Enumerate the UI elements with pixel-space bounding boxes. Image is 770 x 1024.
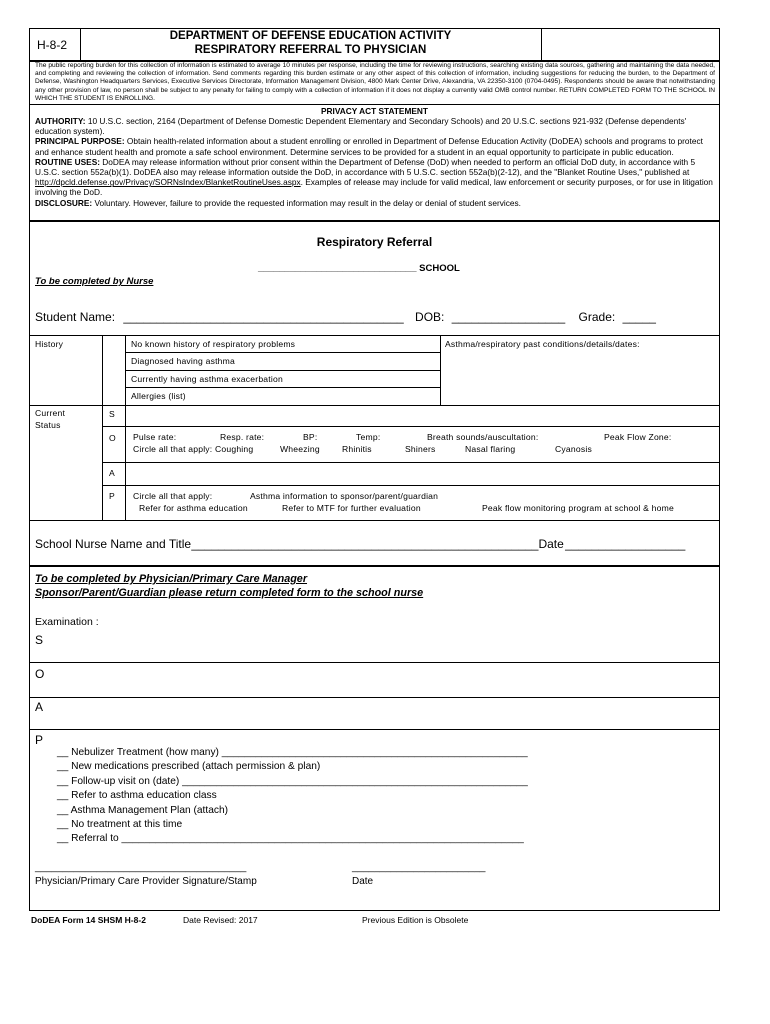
status-p-label: P (109, 491, 115, 501)
authority-text: 10 U.S.C. section, 2164 (Department of Defense Domestic Dependent Elementary and Secondary Schools) and 20 U.S.C. sections 921-932 (Defense dependents' education system). (35, 116, 687, 137)
student-name-field[interactable]: __________________________________________ (123, 310, 404, 324)
purpose-label: PRINCIPAL PURPOSE: (35, 136, 125, 147)
nurse-name-label: School Nurse Name and Title (35, 537, 192, 551)
peak-flow-zone: Peak Flow Zone: (604, 432, 672, 442)
s-bottom (102, 426, 720, 427)
examination-label: Examination : (35, 616, 99, 628)
plan-follow-up[interactable]: __ Follow-up visit on (date) _____________________________________________________________ (57, 775, 528, 787)
exam-a-label: A (35, 700, 44, 714)
routine-label: ROUTINE USES: (35, 156, 100, 167)
disclosure-label: DISCLOSURE: (35, 197, 93, 208)
routine-text-cont: . Examples of release may include for valid medical, law enforcement or security purposes, or for use in litigation involving the DoD. (35, 177, 713, 198)
physician-signature-label: Physician/Primary Care Provider Signature/Stamp (35, 876, 257, 887)
grid-col1 (102, 335, 103, 520)
status-a-label: A (109, 468, 115, 478)
history-item-3[interactable]: Currently having asthma exacerbation (131, 374, 283, 384)
grid-col2 (125, 335, 126, 520)
physician-section (29, 566, 720, 911)
plan-new-medications[interactable]: __ New medications prescribed (attach permission & plan) (57, 761, 321, 773)
symptom-nasal-flaring[interactable]: Nasal flaring (465, 444, 516, 454)
plan-list (57, 746, 528, 847)
dob-field[interactable]: _________________ (451, 310, 566, 324)
grid-col3 (440, 335, 441, 405)
current-status-label-2: Status (35, 420, 61, 430)
form-title-line1: DEPARTMENT OF DEFENSE EDUCATION ACTIVITY (169, 30, 452, 42)
blanket-routine-uses-link[interactable]: http://dpcld.defense.gov/Privacy/SORNsIndex/BlanketRoutineUses.aspx (35, 177, 301, 188)
nurse-date-label: Date (538, 537, 564, 551)
exam-a-bottom (29, 729, 720, 730)
resp-rate: Resp. rate: (220, 432, 265, 442)
symptom-shiners[interactable]: Shiners (405, 444, 436, 454)
disclosure-text: Voluntary. However, failure to provide the requested information may result in the delay or denial of student services. (92, 197, 521, 208)
grid-top (29, 335, 720, 336)
physician-heading: To be completed by Physician/Primary Care Manager (35, 573, 308, 585)
breath-sounds: Breath sounds/auscultation: (427, 432, 539, 442)
routine-text: DoDEA may release information without prior consent within the Department of Defense (DoD) when needed to perform an official DoD duty, in accordance with 5 U.S.C. section 552a(b)(1). DoDEA also may release information outside the DoD, in accordance with 5 U.S.C. section 552a(b)(2-12), and the "Blanket Routine Uses," published at (35, 156, 696, 178)
footer-obsolete: Previous Edition is Obsolete (362, 915, 469, 925)
grade-label: Grade: (578, 310, 616, 324)
hist-row1 (125, 352, 440, 353)
grid-bottom (29, 520, 720, 521)
exam-p-label: P (35, 733, 44, 747)
pulse-rate: Pulse rate: (133, 432, 177, 442)
current-status-label-1: Current (35, 408, 66, 418)
plan-peak-flow[interactable]: Peak flow monitoring program at school & home (482, 503, 674, 513)
routine-paragraph (35, 157, 715, 198)
status-s-label: S (109, 409, 115, 419)
plan-nebulizer[interactable]: __ Nebulizer Treatment (how many) ______________________________________________________ (57, 747, 528, 758)
purpose-text: Obtain health-related information about a student enrolling or enrolled in Department of Defense Education Activity (DoDEA) schools and programs to protect and enhance student health and promote a safe school environment. Determine services to be provided for a student in an equal opportunity to participate in public education. (35, 136, 703, 157)
history-details-label: Asthma/respiratory past conditions/details/dates: (445, 339, 640, 349)
privacy-body (35, 116, 715, 208)
dob-label: DOB: (415, 310, 445, 324)
symptom-rhinitis[interactable]: Rhinitis (342, 444, 372, 454)
plan-referral[interactable]: __ Referral to _______________________________________________________________________ (57, 833, 524, 845)
hist-bottom (29, 405, 720, 406)
student-row (35, 310, 715, 324)
privacy-divider (29, 104, 720, 105)
student-name-label: Student Name: (35, 310, 116, 324)
nurse-date-field[interactable]: __________________ (565, 537, 686, 551)
physician-date-label: Date (352, 876, 374, 887)
exam-s-bottom (29, 662, 720, 663)
history-label: History (35, 339, 64, 349)
history-item-4[interactable]: Allergies (list) (131, 391, 186, 401)
purpose-paragraph (35, 136, 715, 156)
temp: Temp: (356, 432, 381, 442)
nurse-sign-row (35, 537, 715, 551)
plan-asthma-info[interactable]: Asthma information to sponsor/parent/guardian (250, 491, 439, 501)
o-bottom (102, 462, 720, 463)
privacy-heading: PRIVACY ACT STATEMENT (321, 106, 428, 116)
nurse-heading: To be completed by Nurse (35, 276, 154, 287)
plan-refer-education[interactable]: Refer for asthma education (139, 503, 248, 513)
footer-revised: Date Revised: 2017 (183, 915, 258, 925)
physician-signature-field[interactable]: ______________________________________ (35, 862, 247, 873)
authority-label: AUTHORITY: (35, 116, 86, 126)
plan-management-plan[interactable]: __ Asthma Management Plan (attach) (57, 804, 229, 816)
disclosure-paragraph (35, 198, 715, 208)
authority-paragraph (35, 116, 715, 136)
school-field[interactable]: ______________________________ SCHOOL (258, 263, 460, 274)
exam-o-label: O (35, 667, 45, 681)
form-title-line2: RESPIRATORY REFERRAL TO PHYSICIAN (194, 44, 427, 56)
footer-form-id: DoDEA Form 14 SHSM H-8-2 (31, 915, 146, 925)
plan-refer-mtf[interactable]: Refer to MTF for further evaluation (282, 503, 421, 513)
physician-date-field[interactable]: ________________________ (352, 862, 486, 873)
physician-subheading: Sponsor/Parent/Guardian please return completed form to the school nurse (35, 587, 424, 599)
burden-statement: The public reporting burden for this collection of information is estimated to average 10 minutes per response, including the time for reviewing instructions, searching existing data sources, gathering and maintaining the data needed, and completing and reviewing the collection of information. Send comments regarding this burden estimate or any other aspect of this collection of information, including suggestions for reducing the burden, to the Department of Defense, Washington Headquarters Services, Executive Services Directorate, Information Management Division, 4800 Mark Center Drive, Alexandria, VA 22350-3100 (0704-0495). Respondents should be aware that notwithstanding any other provision of law, no person shall be subject to any penalty for failing to comply with a collection of information if it does not display a currently valid OMB control number. RETURN COMPLETED FORM TO THE SCHOOL IN WHICH THE STUDENT IS ENROLLING. (35, 62, 715, 102)
exam-o-bottom (29, 697, 720, 698)
a-bottom (102, 485, 720, 486)
grade-field[interactable]: _____ (622, 310, 656, 324)
symptom-wheezing[interactable]: Wheezing (280, 444, 320, 454)
hist-row2 (125, 370, 440, 371)
nurse-name-field[interactable]: ____________________________________________________ (191, 537, 539, 551)
hist-row3 (125, 387, 440, 388)
plan-no-treatment[interactable]: __ No treatment at this time (57, 819, 183, 831)
plan-circle-label: Circle all that apply: (133, 491, 213, 501)
section-title: Respiratory Referral (316, 235, 433, 249)
form-code: H-8-2 (37, 38, 68, 52)
header-divider-right (541, 28, 542, 61)
history-item-1[interactable]: No known history of respiratory problems (131, 339, 296, 349)
bp: BP: (303, 432, 318, 442)
exam-s-label: S (35, 633, 44, 647)
symptom-cyanosis[interactable]: Cyanosis (555, 444, 592, 454)
status-o-label: O (109, 433, 116, 443)
history-item-2[interactable]: Diagnosed having asthma (131, 356, 235, 366)
plan-asthma-class[interactable]: __ Refer to asthma education class (57, 790, 217, 802)
symptom-coughing[interactable]: Circle all that apply: Coughing (133, 444, 254, 454)
